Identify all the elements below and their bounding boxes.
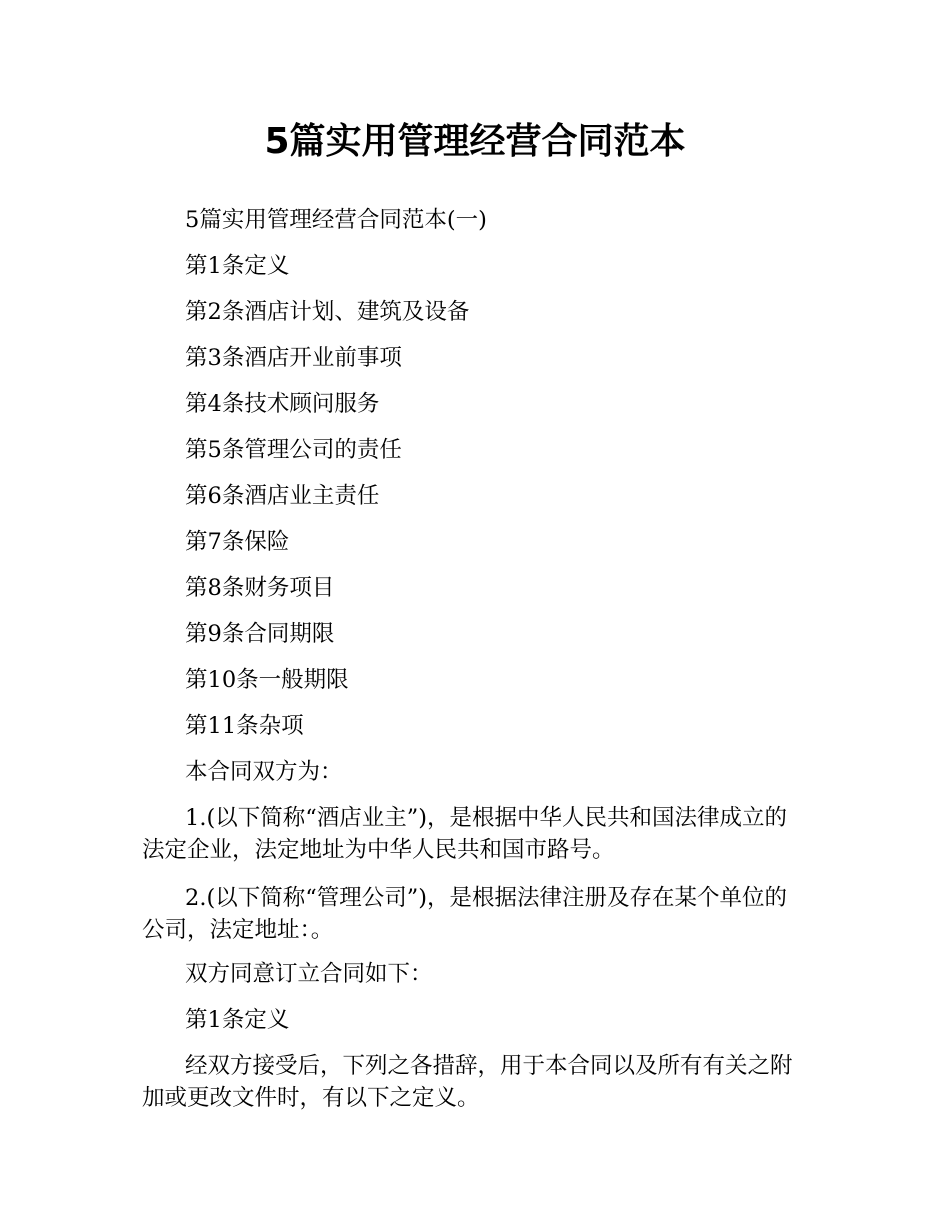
toc-item-article-6: 第6条酒店业主责任	[185, 483, 380, 509]
parties-intro-paragraph: 本合同双方为：	[185, 759, 343, 785]
toc-item-article-1: 第1条定义	[185, 253, 290, 279]
toc-item-article-5: 第5条管理公司的责任	[185, 437, 402, 463]
agreement-intro-paragraph: 双方同意订立合同如下：	[185, 961, 433, 987]
article-1-heading: 第1条定义	[185, 1007, 290, 1033]
toc-item-article-3: 第3条酒店开业前事项	[185, 345, 402, 371]
subtitle-paragraph: 5篇实用管理经营合同范本(一)	[185, 207, 487, 233]
toc-item-article-9: 第9条合同期限	[185, 621, 335, 647]
toc-item-article-8: 第8条财务项目	[185, 575, 335, 601]
party-2-paragraph: 2.(以下简称“管理公司”)，是根据法律注册及存在某个单位的公司，法定地址：。	[142, 885, 788, 943]
document-title: 5篇实用管理经营合同范本	[264, 121, 686, 162]
toc-item-article-2: 第2条酒店计划、建筑及设备	[185, 299, 470, 325]
toc-item-article-4: 第4条技术顾问服务	[185, 391, 380, 417]
toc-item-article-11: 第11条杂项	[185, 713, 304, 739]
toc-item-article-7: 第7条保险	[185, 529, 290, 555]
party-1-paragraph: 1.(以下简称“酒店业主”)，是根据中华人民共和国法律成立的法定企业，法定地址为中华人民共和国市路号。	[142, 805, 788, 863]
definitions-paragraph: 经双方接受后，下列之各措辞，用于本合同以及所有有关之附加或更改文件时，有以下之定义。	[142, 1053, 793, 1111]
toc-item-article-10: 第10条一般期限	[185, 667, 349, 693]
